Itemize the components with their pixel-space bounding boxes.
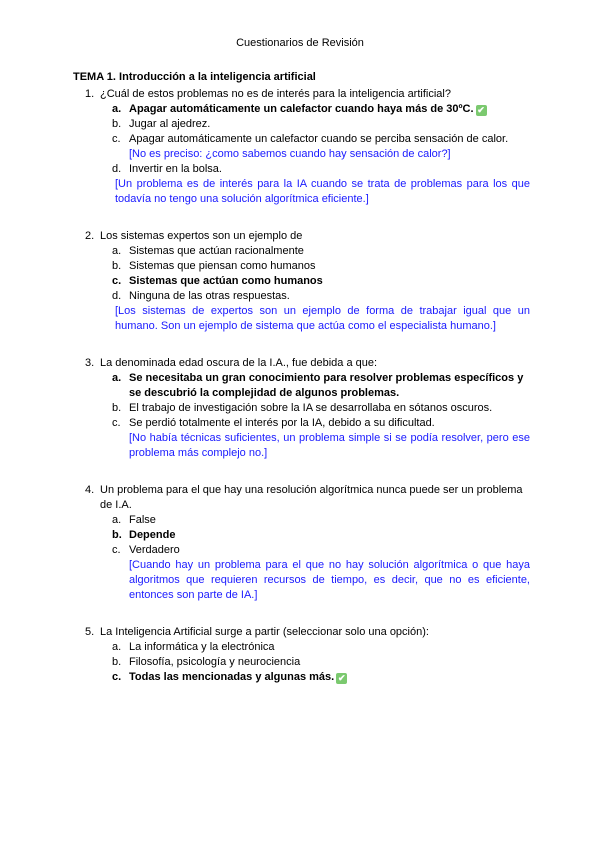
option [112,416,530,431]
question-text [85,87,530,102]
option [112,640,530,655]
option-text: Depende [129,529,176,541]
option [112,401,530,416]
option-correct [112,371,530,401]
options-list [112,102,530,177]
question [85,229,530,334]
option-letter: c. [112,275,122,287]
option-text: Se perdió totalmente el interés por la IA, debido a su dificultad. [129,417,435,429]
question-number: 3. [85,357,95,369]
option [112,543,530,558]
question-text [85,625,530,640]
question-number: 2. [85,230,95,242]
check-mark-icon: ✔ [337,673,346,683]
option-letter: b. [112,402,122,414]
option-correct [112,528,530,543]
question-label: La Inteligencia Artificial surge a partir (seleccionar solo una opción): [100,626,429,638]
option [112,655,530,670]
question-label: Un problema para el que hay una resolución algorítmica nunca puede ser un problema de I.A. [100,484,523,511]
option-letter: a. [112,103,122,115]
option-text: Sistemas que actúan racionalmente [129,245,304,257]
option-text: Invertir en la bolsa. [129,163,222,175]
question-note: [Un problema es de interés para la IA cuando se trata de problemas para los que todavía no tengo una solución algorítmica eficiente.] [115,178,530,205]
option-letter: c. [112,133,121,145]
option-letter: c. [112,417,121,429]
question-list [85,87,530,707]
option [112,132,530,147]
option-text: Jugar al ajedrez. [129,118,211,130]
option [112,289,530,304]
option-text: Filosofía, psicología y neurociencia [129,656,301,668]
option-letter: c. [112,544,121,556]
option-text: La informática y la electrónica [129,641,275,653]
question-text [85,356,530,371]
question-number: 5. [85,626,95,638]
option-letter: d. [112,163,122,175]
option-letter: b. [112,260,122,272]
option [112,259,530,274]
question-number: 1. [85,88,95,100]
options-list [112,244,530,304]
option-letter: a. [112,372,122,384]
option-text: Apagar automáticamente un calefactor cuando se perciba sensación de calor. [129,133,509,145]
question-label: La denominada edad oscura de la I.A., fue debida a que: [100,357,378,369]
page-header: Cuestionarios de Revisión [236,37,364,49]
option [112,117,530,132]
option-correct [112,102,530,117]
section-title: TEMA 1. Introducción a la inteligencia artificial [73,71,316,83]
option-letter: a. [112,514,122,526]
option-correct [112,670,530,685]
options-list [112,513,530,603]
question-label: Los sistemas expertos son un ejemplo de [100,230,303,242]
option-text: Apagar automáticamente un calefactor cuando haya más de 30ºC. [129,103,474,115]
answer-note: [No había técnicas suficientes, un problema simple si se podía resolver, pero ese problema más complejo no.] [129,432,530,459]
question [85,483,530,603]
option [112,244,530,259]
question-text [85,229,530,244]
option-letter: b. [112,529,122,541]
question [85,87,530,207]
option-text: Sistemas que actúan como humanos [129,275,323,287]
option-letter: a. [112,641,122,653]
options-list [112,371,530,461]
option [112,162,530,177]
check-mark-icon: ✔ [477,105,485,115]
option-text: Verdadero [129,544,180,556]
question-note: [Los sistemas de expertos son un ejemplo de forma de trabajar igual que un humano. Son un ejemplo de sistema que actúa como el especialista humano.] [115,305,530,332]
answer-note: [Cuando hay un problema para el que no hay solución algorítmica o que haya algoritmos que requieren recursos de tiempo, es decir, que no es eficiente, entonces son parte de IA.] [129,559,530,601]
option-text: Todas las mencionadas y algunas más. [129,671,335,683]
option-text: False [129,514,156,526]
option-letter: c. [112,671,122,683]
option-correct [112,274,530,289]
question-label: ¿Cuál de estos problemas no es de interés para la inteligencia artificial? [100,88,451,100]
question [85,625,530,685]
option-letter: a. [112,245,122,257]
question-number: 4. [85,484,95,496]
options-list [112,640,530,685]
option-letter: d. [112,290,122,302]
option-text: Se necesitaba un gran conocimiento para resolver problemas específicos y se descubrió la complejidad de algunos problemas. [129,372,524,399]
answer-note: [No es preciso: ¿como sabemos cuando hay sensación de calor?] [129,148,451,160]
option-text: Ninguna de las otras respuestas. [129,290,290,302]
option-letter: b. [112,656,122,668]
option-letter: b. [112,118,122,130]
option-text: Sistemas que piensan como humanos [129,260,316,272]
question [85,356,530,461]
option-text: El trabajo de investigación sobre la IA se desarrollaba en sótanos oscuros. [129,402,493,414]
option [112,513,530,528]
question-text [85,483,530,513]
